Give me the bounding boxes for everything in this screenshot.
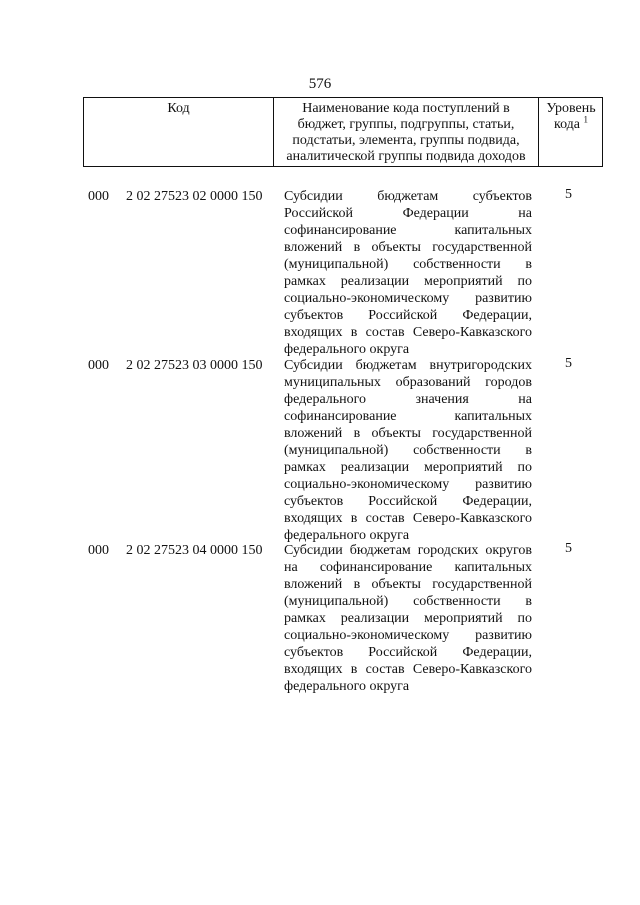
name-line: (муниципальной) собственности в bbox=[284, 257, 532, 272]
header-level-line bbox=[540, 114, 602, 133]
name-line: Субсидии бюджетам внутригородских bbox=[284, 358, 532, 373]
header-level-word: кода bbox=[553, 117, 581, 132]
header-level bbox=[540, 101, 602, 133]
name-line: на софинансирование капитальных bbox=[284, 560, 532, 575]
header-name-line: Наименование кода поступлений в bbox=[302, 101, 510, 116]
name-line: Субсидии бюджетам городских округов bbox=[284, 543, 532, 558]
income-name bbox=[284, 188, 532, 358]
header-name bbox=[275, 101, 537, 165]
name-line: субъектов Российской Федерации, bbox=[284, 645, 532, 660]
header-divider bbox=[538, 98, 539, 166]
header-code: Код bbox=[167, 101, 190, 116]
budget-code: 2 02 27523 03 0000 150 bbox=[126, 358, 263, 373]
footnote-mark: 1 bbox=[583, 114, 589, 125]
name-line: социально-экономическому развитию bbox=[284, 291, 532, 306]
code-level: 5 bbox=[565, 187, 572, 202]
name-line: федерального округа bbox=[284, 528, 410, 543]
name-line: Российской Федерации на bbox=[284, 206, 532, 221]
name-line: социально-экономическому развитию bbox=[284, 628, 532, 643]
name-line: софинансирование капитальных bbox=[284, 409, 532, 424]
header-name-line: подстатьи, элемента, группы подвида, bbox=[292, 133, 520, 148]
name-line: входящих в состав Северо-Кавказского bbox=[284, 662, 532, 677]
name-line: рамках реализации мероприятий по bbox=[284, 274, 532, 289]
name-line: входящих в состав Северо-Кавказского bbox=[284, 511, 532, 526]
name-line: вложений в объекты государственной bbox=[284, 240, 532, 255]
budget-code: 2 02 27523 02 0000 150 bbox=[126, 189, 263, 204]
code-level: 5 bbox=[565, 356, 572, 371]
name-line: вложений в объекты государственной bbox=[284, 426, 532, 441]
admin-code: 000 bbox=[88, 543, 109, 558]
name-line: субъектов Российской Федерации, bbox=[284, 308, 532, 323]
name-line: (муниципальной) собственности в bbox=[284, 443, 532, 458]
header-name-line: бюджет, группы, подгруппы, статьи, bbox=[297, 117, 515, 132]
income-name bbox=[284, 357, 532, 544]
name-line: софинансирование капитальных bbox=[284, 223, 532, 238]
admin-code: 000 bbox=[88, 189, 109, 204]
name-line: федерального округа bbox=[284, 342, 410, 357]
admin-code: 000 bbox=[88, 358, 109, 373]
header-level-line: Уровень bbox=[546, 101, 596, 116]
header-divider bbox=[273, 98, 274, 166]
name-line: рамках реализации мероприятий по bbox=[284, 611, 532, 626]
name-line: вложений в объекты государственной bbox=[284, 577, 532, 592]
name-line: рамках реализации мероприятий по bbox=[284, 460, 532, 475]
name-line: Субсидии бюджетам субъектов bbox=[284, 189, 532, 204]
name-line: федерального округа bbox=[284, 679, 410, 694]
table-header bbox=[83, 97, 603, 167]
page-number: 576 bbox=[308, 76, 332, 92]
budget-code: 2 02 27523 04 0000 150 bbox=[126, 543, 263, 558]
code-level: 5 bbox=[565, 541, 572, 556]
name-line: социально-экономическому развитию bbox=[284, 477, 532, 492]
name-line: муниципальных образований городов bbox=[284, 375, 532, 390]
name-line: субъектов Российской Федерации, bbox=[284, 494, 532, 509]
name-line: (муниципальной) собственности в bbox=[284, 594, 532, 609]
header-name-line: аналитической группы подвида доходов bbox=[286, 149, 526, 164]
name-line: федерального значения на bbox=[284, 392, 532, 407]
income-name bbox=[284, 542, 532, 695]
name-line: входящих в состав Северо-Кавказского bbox=[284, 325, 532, 340]
header-divider bbox=[602, 98, 603, 166]
